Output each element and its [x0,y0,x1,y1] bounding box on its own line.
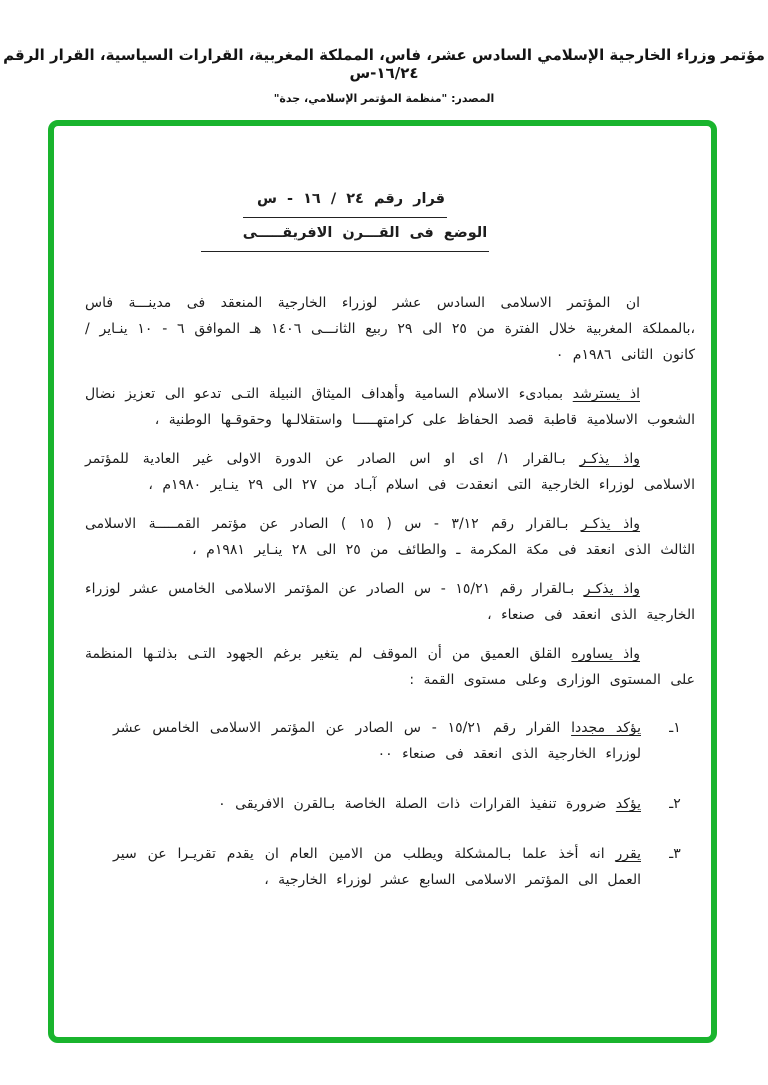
resolution-number-title: قرار رقم ٢٤ / ١٦ - س [243,184,447,218]
item-text: ضرورة تنفيذ القرارات ذات الصلة الخاصة بـالقرن الافريقى ٠ [218,796,616,812]
preamble-paragraph-5 [85,576,695,628]
paragraph-text: بـالقرار ١/ اى او اس الصادر عن الدورة الاولى غير العادية للمؤتمر الاسلامى لوزراء الخارجية التى انعقدت فى اسلام آبـاد من ٢٧ الى ٢٩ ينـاير ١٩٨٠م ، [85,451,695,493]
preamble-paragraph-4 [85,511,695,563]
document-reference-line: مؤتمر وزراء الخارجية الإسلامي السادس عشر، فاس، المملكة المغربية، القرارات السياسية، القرار الرقم ١٦/٢٤-س [3,46,765,82]
item-lead: يؤكد مجددا [571,720,641,736]
resolution-body [54,126,711,893]
paragraph-text: بمبادىء الاسلام السامية وأهداف الميثاق النبيلة التـى تدعو الى تعزيز نضال الشعوب الاسلامية قاطبة قصد الحفاظ على كرامتهـــــا واستقلالـها وحقوقـها الوطنية ، [85,386,695,428]
item-text: القرار رقم ١٥/٢١ - س الصادر عن المؤتمر الاسلامى الخامس عشر لوزراء الخارجية الذى انعقد فى صنعاء ٠٠ [113,720,641,762]
paragraph-lead: واذ يذكـر [583,581,641,597]
operative-item-3 [85,841,695,893]
resolution-title-block [40,184,650,252]
paragraph-lead: واذ يساوره [571,646,641,662]
operative-item-2 [85,791,695,817]
preamble-paragraph-3 [85,446,695,498]
item-number: ١ـ [669,720,681,736]
operative-items-list [85,715,695,893]
item-text-block [113,791,641,817]
operative-item-1 [85,715,695,767]
source-line: المصدر: "منظمة المؤتمر الإسلامي، جدة" [273,92,495,105]
paragraph-text: بـالقرار رقم ١٥/٢١ - س الصادر عن المؤتمر الاسلامى الخامس عشر لوزراء الخارجية الذى انعقد فى صنعاء ، [85,581,695,623]
item-lead: يؤكد [615,796,641,812]
paragraph-text: بـالقرار رقم ٣/١٢ - س ( ١٥ ) الصادر عن مؤتمر القمـــــة الاسلامى الثالث الذى انعقد فى مكة المكرمة ـ والطائف من ٢٥ الى ٢٨ ينـاير ١٩٨١م ، [85,516,695,558]
scan-header [0,0,768,105]
paragraph-lead: اذ يسترشد [572,386,640,402]
preamble-paragraph-1 [85,290,695,368]
item-text-block [113,715,641,767]
item-lead: يقرر [615,846,641,862]
preamble-paragraph-2 [85,381,695,433]
paragraph-text: القلق العميق من أن الموقف لم يتغير برغم الجهود التـى بذلتـها المنظمة على المستوى الوزارى وعلى مستوى القمة : [85,646,695,688]
item-number: ٣ـ [669,846,681,862]
item-text-block [113,841,641,893]
preamble-paragraph-6 [85,641,695,693]
resolution-subject-title: الوضع فى القـــرن الافريقـــــى [201,218,489,252]
paragraph-lead: واذ يذكـر [580,516,641,532]
item-number: ٢ـ [669,796,681,812]
item-text: انه أخذ علما بـالمشكلة ويطلب من الامين العام ان يقدم تقريـرا عن سير العمل الى المؤتمر الاسلامى السابع عشر لوزراء الخارجية ، [113,846,641,888]
paragraph-text: ان المؤتمر الاسلامى السادس عشر لوزراء الخارجية المنعقد فى مدينـــة فاس ،بالمملكة المغربية خلال الفترة من ٢٥ الى ٢٩ ربيع الثانـــى ١٤٠٦ هـ الموافق ٦ - ١٠ ينـاير / كانون الثانى ١٩٨٦م ٠ [85,295,695,363]
green-border-frame [48,120,717,1043]
paragraph-lead: واذ يذكـر [579,451,640,467]
